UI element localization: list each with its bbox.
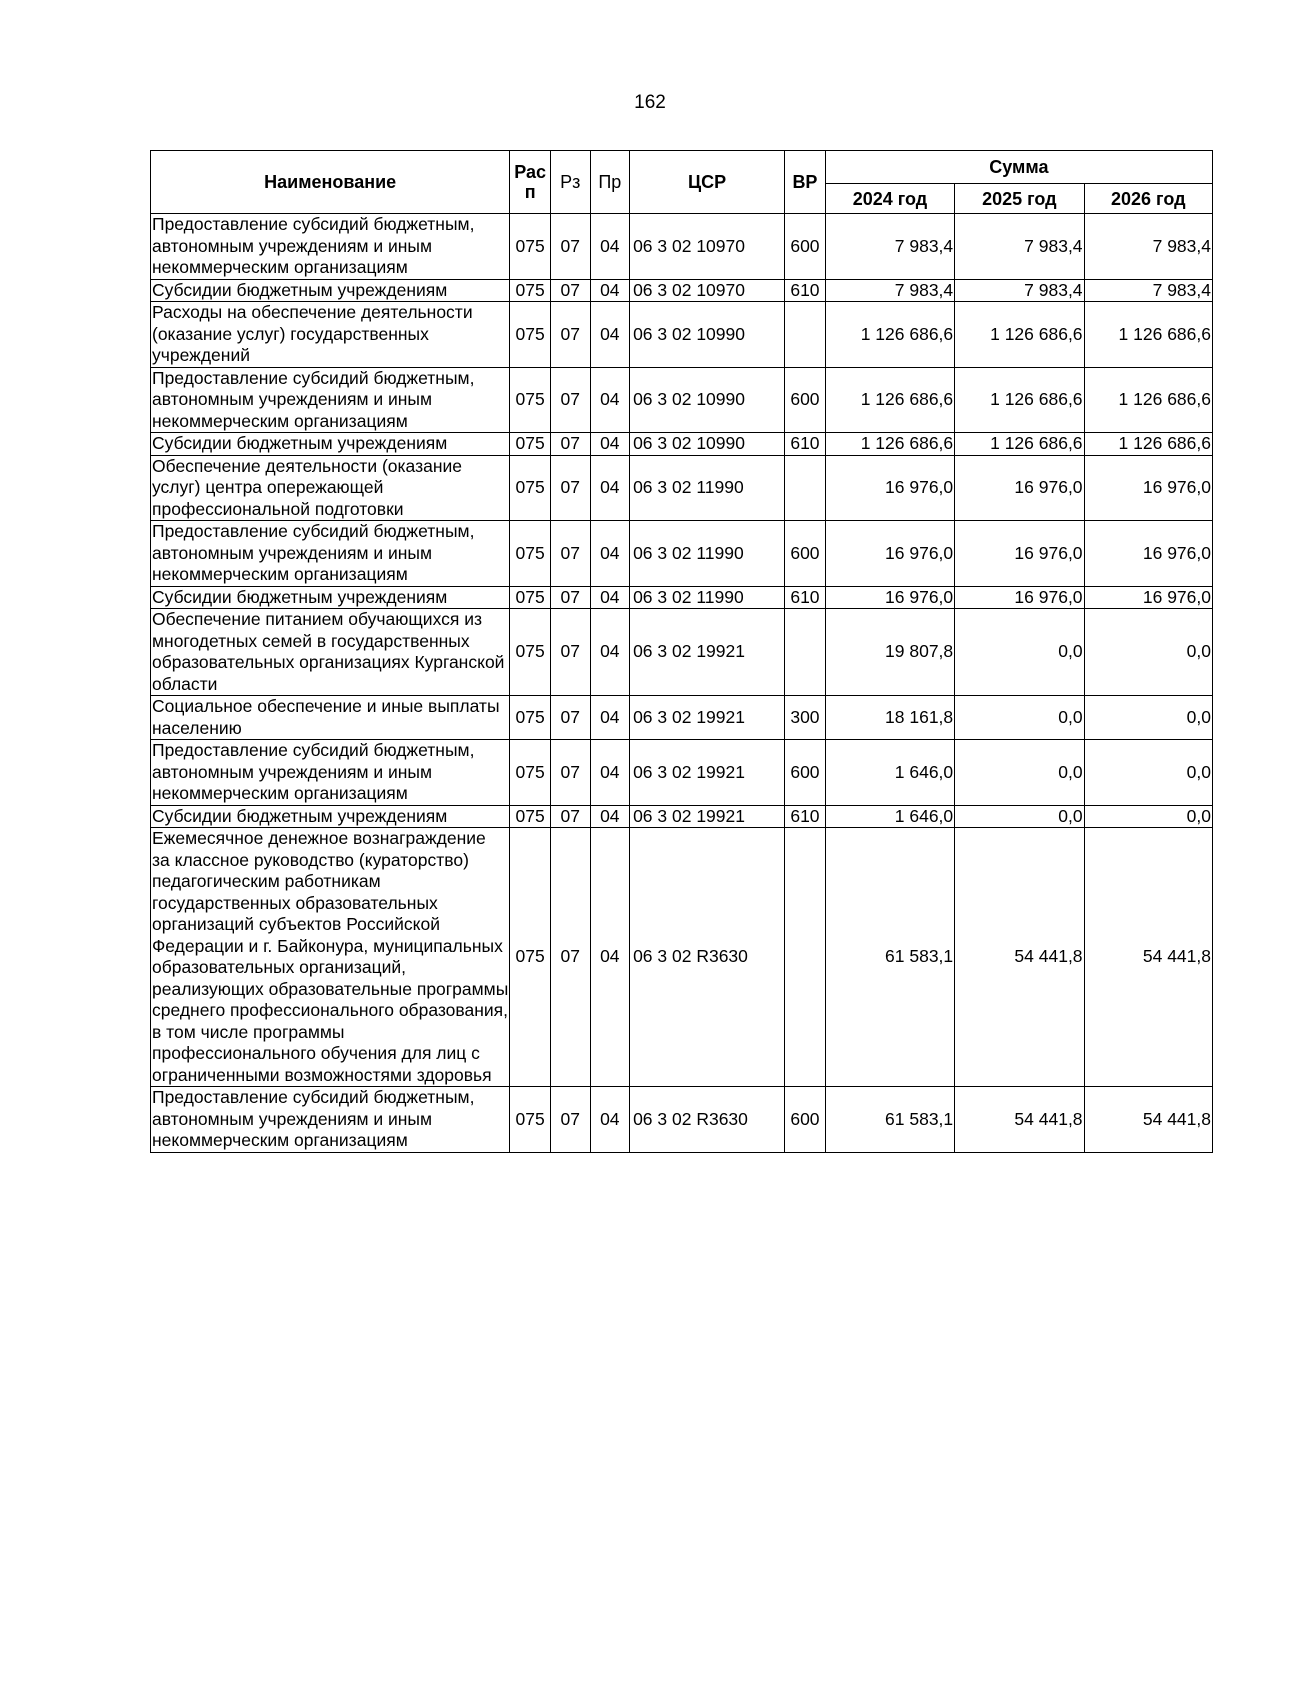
row-amount-2025-cell: 1 126 686,6 [955,302,1084,368]
row-amount-2024-cell: 1 646,0 [825,805,954,828]
header-year-2026: 2026 год [1084,184,1212,214]
row-vr-cell: 300 [785,696,826,740]
row-pr-cell: 04 [590,455,630,521]
row-name-cell: Расходы на обеспечение деятельности (оказание услуг) государственных учреждений [151,302,510,368]
row-vr-cell: 610 [785,433,826,456]
row-name-cell: Предоставление субсидий бюджетным, автономным учреждениям и иным некоммерческим организациям [151,521,510,587]
row-rasp-cell: 075 [510,302,551,368]
header-rasp: Рас п [510,151,551,214]
header-pr: Пр [590,151,630,214]
row-rz-cell: 07 [550,740,590,806]
row-name-cell: Социальное обеспечение и иные выплаты населению [151,696,510,740]
row-amount-2026-cell: 1 126 686,6 [1084,433,1212,456]
row-rz-cell: 07 [550,302,590,368]
row-amount-2026-cell: 7 983,4 [1084,214,1212,280]
header-year-2025: 2025 год [955,184,1084,214]
table-row [151,521,1213,587]
row-csr-cell: 06 3 02 10970 [630,214,785,280]
table-row [151,740,1213,806]
table-row [151,805,1213,828]
row-amount-2025-cell: 7 983,4 [955,279,1084,302]
row-amount-2025-cell: 0,0 [955,696,1084,740]
row-pr-cell: 04 [590,805,630,828]
row-amount-2025-cell: 1 126 686,6 [955,433,1084,456]
row-rz-cell: 07 [550,1087,590,1153]
row-amount-2025-cell: 16 976,0 [955,586,1084,609]
row-amount-2025-cell: 0,0 [955,609,1084,696]
row-rasp-cell: 075 [510,455,551,521]
table-row [151,367,1213,433]
row-pr-cell: 04 [590,828,630,1087]
row-csr-cell: 06 3 02 11990 [630,455,785,521]
row-csr-cell: 06 3 02 19921 [630,740,785,806]
row-amount-2025-cell: 16 976,0 [955,455,1084,521]
row-csr-cell: 06 3 02 19921 [630,805,785,828]
row-amount-2025-cell: 54 441,8 [955,1087,1084,1153]
row-name-cell: Ежемесячное денежное вознаграждение за классное руководство (кураторство) педагогическим работникам государственных образовательных организаций субъектов Российской Федерации и г. Байконура, муниципальных образовательных организаций, реализующих образовательные программы среднего профессионального образования, в том числе программы профессионального обучения для лиц с ограниченными возможностями здоровья [152,828,509,1085]
row-amount-2024-cell: 1 126 686,6 [825,367,954,433]
row-vr-cell: 600 [785,367,826,433]
row-rasp-cell: 075 [510,828,551,1087]
row-rz-cell: 07 [550,455,590,521]
row-rz-cell: 07 [550,521,590,587]
row-name-cell: Предоставление субсидий бюджетным, автономным учреждениям и иным некоммерческим организациям [151,1087,510,1153]
row-amount-2026-cell: 1 126 686,6 [1084,302,1212,368]
row-amount-2024-cell: 1 126 686,6 [825,302,954,368]
row-rz-cell: 07 [550,805,590,828]
row-amount-2025-cell: 1 126 686,6 [955,367,1084,433]
row-rasp-cell: 075 [510,696,551,740]
row-rasp-cell: 075 [510,1087,551,1153]
header-csr: ЦСР [630,151,785,214]
row-amount-2025-cell: 0,0 [955,805,1084,828]
row-name-cell: Субсидии бюджетным учреждениям [151,805,510,828]
row-rasp-cell: 075 [510,740,551,806]
table-row [151,279,1213,302]
row-name-cell: Предоставление субсидий бюджетным, автономным учреждениям и иным некоммерческим организациям [151,740,510,806]
table-body [151,214,1213,1153]
row-csr-cell: 06 3 02 19921 [630,696,785,740]
budget-table [150,150,1213,1153]
row-amount-2026-cell: 0,0 [1084,805,1212,828]
row-vr-cell [785,828,826,1087]
row-rasp-cell: 075 [510,521,551,587]
row-rz-cell: 07 [550,828,590,1087]
row-vr-cell: 600 [785,521,826,587]
row-csr-cell: 06 3 02 11990 [630,586,785,609]
table-row [151,828,1213,1087]
row-pr-cell: 04 [590,214,630,280]
row-name-cell: Субсидии бюджетным учреждениям [151,586,510,609]
row-name-cell: Предоставление субсидий бюджетным, автономным учреждениям и иным некоммерческим организациям [151,367,510,433]
row-rz-cell: 07 [550,367,590,433]
row-amount-2024-cell: 7 983,4 [825,279,954,302]
row-pr-cell: 04 [590,740,630,806]
row-rz-cell: 07 [550,586,590,609]
row-amount-2024-cell: 16 976,0 [825,521,954,587]
row-amount-2024-cell: 16 976,0 [825,586,954,609]
row-vr-cell: 610 [785,279,826,302]
row-pr-cell: 04 [590,586,630,609]
row-pr-cell: 04 [590,433,630,456]
row-amount-2026-cell: 0,0 [1084,740,1212,806]
row-rasp-cell: 075 [510,214,551,280]
row-pr-cell: 04 [590,367,630,433]
table-row [151,696,1213,740]
row-amount-2026-cell: 0,0 [1084,609,1212,696]
row-amount-2024-cell: 16 976,0 [825,455,954,521]
row-rz-cell: 07 [550,214,590,280]
table-row [151,586,1213,609]
row-name-cell: Предоставление субсидий бюджетным, автономным учреждениям и иным некоммерческим организациям [151,214,510,280]
row-vr-cell [785,302,826,368]
row-amount-2026-cell: 7 983,4 [1084,279,1212,302]
row-amount-2024-cell: 7 983,4 [825,214,954,280]
row-rasp-cell: 075 [510,805,551,828]
row-rz-cell: 07 [550,609,590,696]
row-amount-2025-cell: 54 441,8 [955,828,1084,1087]
row-pr-cell: 04 [590,1087,630,1153]
header-rz: Рз [550,151,590,214]
row-vr-cell: 600 [785,1087,826,1153]
row-vr-cell: 600 [785,740,826,806]
row-pr-cell: 04 [590,696,630,740]
row-amount-2024-cell: 61 583,1 [825,1087,954,1153]
row-rasp-cell: 075 [510,279,551,302]
header-vr: ВР [785,151,826,214]
row-amount-2026-cell: 16 976,0 [1084,455,1212,521]
row-amount-2024-cell: 18 161,8 [825,696,954,740]
row-csr-cell: 06 3 02 10990 [630,433,785,456]
row-csr-cell: 06 3 02 10990 [630,367,785,433]
row-vr-cell [785,455,826,521]
row-csr-cell: 06 3 02 10970 [630,279,785,302]
row-amount-2026-cell: 16 976,0 [1084,586,1212,609]
row-rz-cell: 07 [550,696,590,740]
row-pr-cell: 04 [590,521,630,587]
row-csr-cell: 06 3 02 R3630 [630,1087,785,1153]
row-csr-cell: 06 3 02 11990 [630,521,785,587]
row-amount-2026-cell: 54 441,8 [1084,1087,1212,1153]
row-csr-cell: 06 3 02 R3630 [630,828,785,1087]
row-amount-2025-cell: 16 976,0 [955,521,1084,587]
table-row [151,302,1213,368]
page-number: 162 [634,92,666,113]
row-name-cell: Обеспечение деятельности (оказание услуг) центра опережающей профессиональной подготовки [151,455,510,521]
row-vr-cell [785,609,826,696]
row-amount-2024-cell: 61 583,1 [825,828,954,1087]
row-amount-2025-cell: 0,0 [955,740,1084,806]
row-amount-2025-cell: 7 983,4 [955,214,1084,280]
table-row [151,609,1213,696]
header-name: Наименование [151,151,510,214]
row-csr-cell: 06 3 02 19921 [630,609,785,696]
row-amount-2024-cell: 1 126 686,6 [825,433,954,456]
header-year-2024: 2024 год [825,184,954,214]
row-rasp-cell: 075 [510,367,551,433]
row-pr-cell: 04 [590,609,630,696]
row-rz-cell: 07 [550,433,590,456]
row-rz-cell: 07 [550,279,590,302]
row-name-cell: Обеспечение питанием обучающихся из многодетных семей в государственных образовательных организациях Курганской области [151,609,510,696]
table-row [151,433,1213,456]
row-name-cell: Субсидии бюджетным учреждениям [151,279,510,302]
row-vr-cell: 610 [785,805,826,828]
table-row [151,214,1213,280]
table-row [151,1087,1213,1153]
row-rasp-cell: 075 [510,609,551,696]
header-sum: Сумма [825,151,1212,184]
row-vr-cell: 600 [785,214,826,280]
row-rasp-cell: 075 [510,433,551,456]
row-name-cell: Субсидии бюджетным учреждениям [151,433,510,456]
row-amount-2026-cell: 0,0 [1084,696,1212,740]
row-amount-2026-cell: 54 441,8 [1084,828,1212,1087]
row-amount-2024-cell: 19 807,8 [825,609,954,696]
row-amount-2024-cell: 1 646,0 [825,740,954,806]
row-rasp-cell: 075 [510,586,551,609]
row-vr-cell: 610 [785,586,826,609]
table-row [151,455,1213,521]
row-pr-cell: 04 [590,279,630,302]
row-csr-cell: 06 3 02 10990 [630,302,785,368]
row-pr-cell: 04 [590,302,630,368]
row-amount-2026-cell: 1 126 686,6 [1084,367,1212,433]
row-amount-2026-cell: 16 976,0 [1084,521,1212,587]
